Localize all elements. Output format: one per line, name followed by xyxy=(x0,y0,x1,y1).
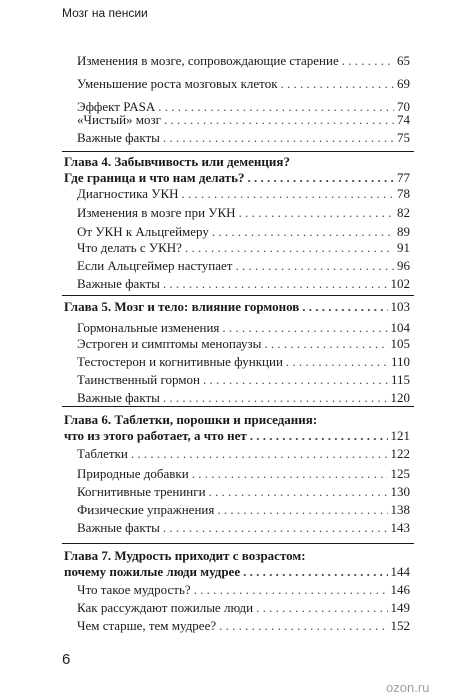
toc-entry-page: 75 xyxy=(397,130,410,145)
toc-entry-title: Если Альцгеймер наступает xyxy=(77,258,233,273)
dot-leader xyxy=(163,390,388,406)
toc-entry-title: Уменьшение роста мозговых клеток xyxy=(77,76,278,91)
toc-entry[interactable] xyxy=(77,276,410,292)
chapter-title-line: Глава 7. Мудрость приходит с возрастом: xyxy=(64,548,306,563)
dot-leader xyxy=(163,130,394,146)
dot-leader xyxy=(163,276,388,292)
toc-entry-title: Чем старше, тем мудрее? xyxy=(77,618,217,633)
dot-leader xyxy=(219,618,387,634)
toc-entry[interactable] xyxy=(77,582,410,598)
chapter-title-line: Глава 6. Таблетки, порошки и приседания: xyxy=(64,412,318,427)
toc-entry-title: Диагностика УКН xyxy=(77,186,179,201)
toc-entry-page: 77 xyxy=(397,170,410,185)
toc-entry[interactable] xyxy=(77,258,410,274)
chapter-divider xyxy=(62,543,414,544)
toc-entry[interactable] xyxy=(77,130,410,146)
toc-entry[interactable] xyxy=(77,76,410,92)
toc-entry-title: Где граница и что нам делать? xyxy=(64,170,245,185)
toc-entry-title: Гормональные изменения xyxy=(77,320,220,335)
toc-entry-page: 102 xyxy=(390,276,410,291)
chapter-divider xyxy=(62,295,414,296)
toc-entry-page: 78 xyxy=(397,186,410,201)
toc-entry-page: 70 xyxy=(397,99,410,114)
chapter-title-line: Глава 4. Забывчивость или деменция? xyxy=(64,154,290,169)
toc-entry-page: 125 xyxy=(390,466,410,481)
dot-leader xyxy=(185,240,394,256)
toc-entry-title: Тестостерон и когнитивные функции xyxy=(77,354,283,369)
toc-entry-title: Что делать с УКН? xyxy=(77,240,182,255)
dot-leader xyxy=(256,600,387,616)
toc-entry-title: Эффект PASA xyxy=(77,99,156,114)
toc-entry-page: 74 xyxy=(397,112,410,127)
dot-leader xyxy=(182,186,394,202)
toc-entry-page: 143 xyxy=(390,520,410,535)
toc-entry-title: Важные факты xyxy=(77,520,160,535)
toc-entry[interactable] xyxy=(77,53,410,69)
dot-leader xyxy=(222,320,387,336)
toc-entry[interactable] xyxy=(77,446,410,462)
dot-leader xyxy=(203,372,388,388)
toc-entry[interactable] xyxy=(77,466,410,482)
dot-leader xyxy=(209,484,388,500)
dot-leader xyxy=(247,170,394,186)
toc-entry-title: Когнитивные тренинги xyxy=(77,484,206,499)
dot-leader xyxy=(192,466,388,482)
toc-entry[interactable] xyxy=(77,354,410,370)
toc-entry-page: 65 xyxy=(397,53,410,68)
toc-entry-title: Важные факты xyxy=(77,390,160,405)
toc-entry-title: Что такое мудрость? xyxy=(77,582,191,597)
dot-leader xyxy=(217,502,387,518)
chapter-divider xyxy=(62,406,414,407)
toc-entry-title: Эстроген и симптомы менопаузы xyxy=(77,336,262,351)
toc-entry-title: Физические упражнения xyxy=(77,502,215,517)
watermark: ozon.ru xyxy=(386,680,430,695)
toc-chapter-entry[interactable] xyxy=(64,170,410,186)
toc-entry-title: Таблетки xyxy=(77,446,128,461)
toc-entry-page: 96 xyxy=(397,258,410,273)
running-title: Мозг на пенсии xyxy=(62,6,148,20)
toc-entry-page: 122 xyxy=(390,446,410,461)
dot-leader xyxy=(236,258,395,274)
toc-entry-page: 146 xyxy=(390,582,410,597)
toc-entry[interactable] xyxy=(77,484,410,500)
toc-entry[interactable] xyxy=(77,600,410,616)
toc-entry-title: Изменения в мозге, сопровождающие старение xyxy=(77,53,339,68)
toc-entry[interactable] xyxy=(77,618,410,634)
toc-entry-page: 89 xyxy=(397,224,410,239)
toc-entry[interactable] xyxy=(77,390,410,406)
dot-leader xyxy=(281,76,394,92)
toc-entry-title: Изменения в мозге при УКН xyxy=(77,205,236,220)
page-number: 6 xyxy=(62,651,71,668)
dot-leader xyxy=(194,582,388,598)
toc-chapter-entry[interactable] xyxy=(64,564,410,580)
toc-entry-title: Глава 5. Мозг и тело: влияние гормонов xyxy=(64,299,300,314)
toc-entry[interactable] xyxy=(77,205,410,221)
toc-entry[interactable] xyxy=(77,520,410,536)
toc-entry-page: 138 xyxy=(390,502,410,517)
toc-entry-page: 110 xyxy=(390,354,410,369)
toc-entry-title: Важные факты xyxy=(77,276,160,291)
toc-entry[interactable] xyxy=(77,240,410,256)
chapter-divider xyxy=(62,151,414,152)
toc-entry-page: 149 xyxy=(390,600,410,615)
toc-entry[interactable] xyxy=(77,224,410,240)
toc-entry-page: 103 xyxy=(390,299,410,314)
toc-entry[interactable] xyxy=(77,112,410,128)
toc-entry-page: 91 xyxy=(397,240,410,255)
toc-chapter-entry[interactable] xyxy=(64,299,410,315)
toc-entry-page: 144 xyxy=(390,564,410,579)
toc-entry-page: 120 xyxy=(390,390,410,405)
toc-entry-title: почему пожилые люди мудрее xyxy=(64,564,241,579)
toc-entry[interactable] xyxy=(77,336,410,352)
dot-leader xyxy=(164,112,394,128)
toc-entry-title: «Чистый» мозг xyxy=(77,112,161,127)
toc-entry-title: Таинственный гормон xyxy=(77,372,200,387)
toc-entry-title: Как рассуждают пожилые люди xyxy=(77,600,254,615)
toc-entry[interactable] xyxy=(77,372,410,388)
toc-entry-title: От УКН к Альцгеймеру xyxy=(77,224,209,239)
dot-leader xyxy=(239,205,394,221)
toc-entry-page: 69 xyxy=(397,76,410,91)
toc-entry-page: 121 xyxy=(390,428,410,443)
dot-leader xyxy=(250,428,388,444)
toc-entry-page: 105 xyxy=(390,336,410,351)
toc-entry-title: что из этого работает, а что нет xyxy=(64,428,247,443)
toc-entry-title: Природные добавки xyxy=(77,466,189,481)
dot-leader xyxy=(286,354,388,370)
toc-entry[interactable] xyxy=(77,186,410,202)
toc-entry-page: 152 xyxy=(390,618,410,633)
toc-entry-title: Важные факты xyxy=(77,130,160,145)
toc-entry[interactable] xyxy=(77,320,410,336)
dot-leader xyxy=(243,564,387,580)
dot-leader xyxy=(131,446,388,462)
dot-leader xyxy=(264,336,387,352)
toc-entry-page: 130 xyxy=(390,484,410,499)
toc-entry[interactable] xyxy=(77,502,410,518)
toc-entry-page: 82 xyxy=(397,205,410,220)
toc-entry-page: 104 xyxy=(390,320,410,335)
dot-leader xyxy=(342,53,394,69)
dot-leader xyxy=(302,299,387,315)
toc-chapter-entry[interactable] xyxy=(64,428,410,444)
dot-leader xyxy=(212,224,394,240)
toc-entry-page: 115 xyxy=(390,372,410,387)
dot-leader xyxy=(163,520,388,536)
